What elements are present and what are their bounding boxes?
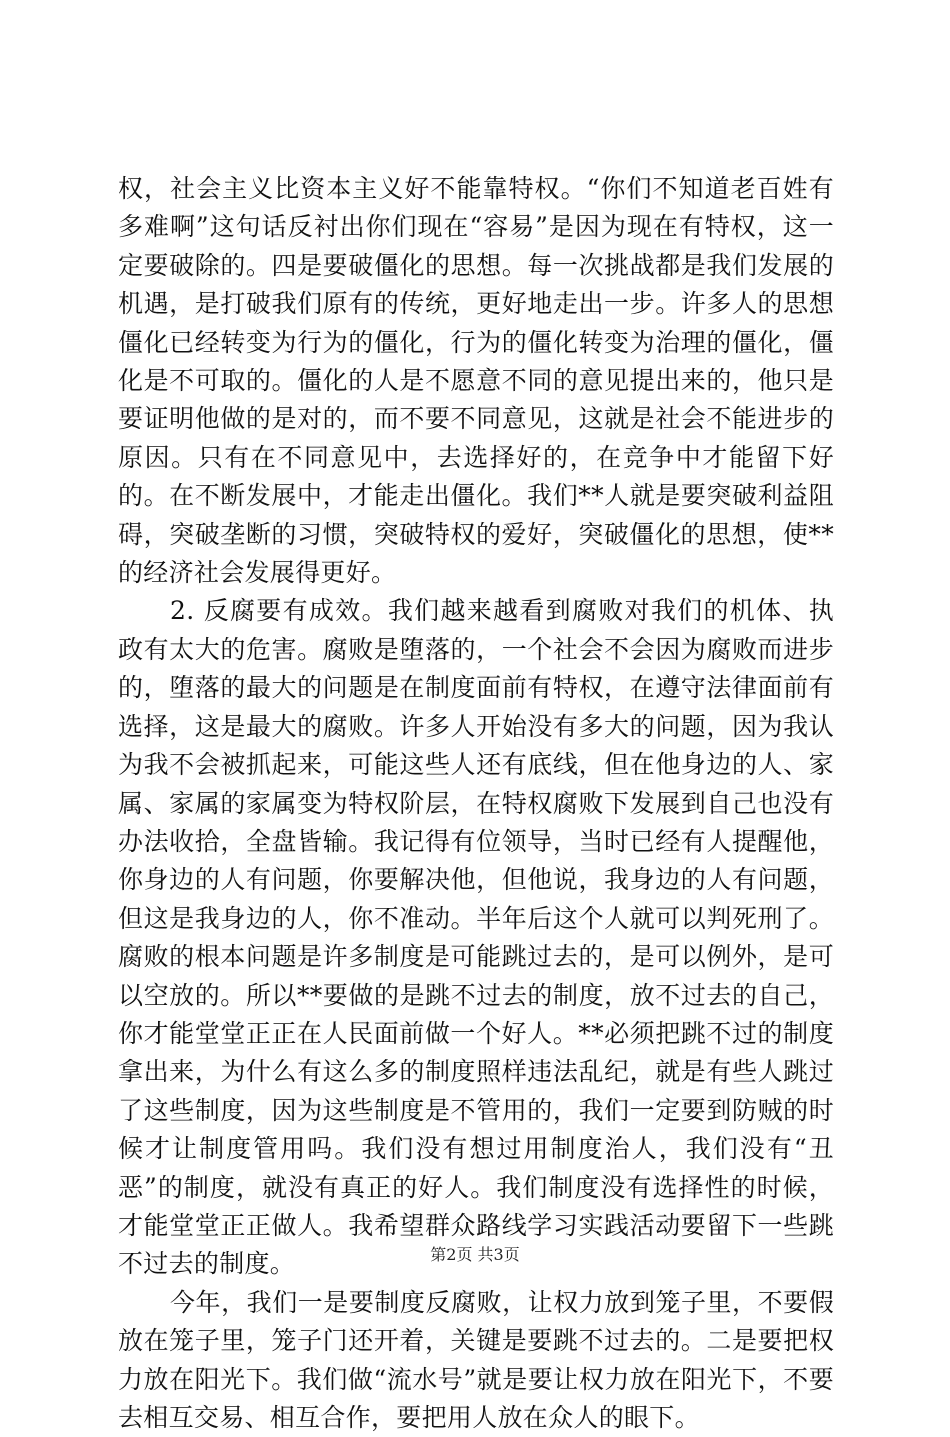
page-number-footer: 第2页 共3页 (430, 1245, 520, 1264)
paragraph-anticorruption: 2. 反腐要有成效。我们越来越看到腐败对我们的机体、执政有太大的危害。腐败是堕落的，一个社会不会因为腐败而进步的，堕落的最大的问题是在制度面前有特权，在遵守法律面前有选择，这是最大的腐败。许多人开始没有多大的问题，因为我认为我不会被抓起来，可能这些人还有底线，但在他身边的人、家属、家属的家属变为特权阶层，在特权腐败下发展到自己也没有办法收拾，全盘皆输。我记得有位领导，当时已经有人提醒他，你身边的人有问题，你要解决他，但他说，我身边的人有问题，但这是我身边的人，你不准动。半年后这个人就可以判死刑了。腐败的根本问题是许多制度是可能跳过去的，是可以例外，是可以空放的。所以**要做的是跳不过去的制度，放不过去的自己，你才能堂堂正正在人民面前做一个好人。**必须把跳不过的制度拿出来，为什么有这么多的制度照样违法乱纪，就是有些人跳过了这些制度，因为这些制度是不管用的，我们一定要到防贼的时候才让制度管用吗。我们没有想过用制度治人，我们没有“丑恶”的制度，就没有真正的好人。我们制度没有选择性的时候，才能堂堂正正做人。我希望群众路线学习实践活动要留下一些跳不过去的制度。 (118, 596, 834, 1279)
paragraph-this-year: 今年，我们一是要制度反腐败，让权力放到笼子里，不要假放在笼子里，笼子门还开着，关键是要跳不过去的。二是要把权力放在阳光下。我们做“流水号”就是要让权力放在阳光下，不要去相互交易、相互合作，要把用人放在众人的眼下。 (118, 1287, 834, 1432)
paragraph-continued: 权，社会主义比资本主义好不能靠特权。“你们不知道老百姓有多难啊”这句话反衬出你们现在“容易”是因为现在有特权，这一定要破除的。四是要破僵化的思想。每一次挑战都是我们发展的机遇，是打破我们原有的传统，更好地走出一步。许多人的思想僵化已经转变为行为的僵化，行为的僵化转变为治理的僵化，僵化是不可取的。僵化的人是不愿意不同的意见提出来的，他只是要证明他做的是对的，而不要不同意见，这就是社会不能进步的原因。只有在不同意见中，去选择好的，在竞争中才能留下好的。在不断发展中，才能走出僵化。我们**人就是要突破利益阻碍，突破垄断的习惯，突破特权的爱好，突破僵化的思想，使**的经济社会发展得更好。 (118, 174, 834, 588)
